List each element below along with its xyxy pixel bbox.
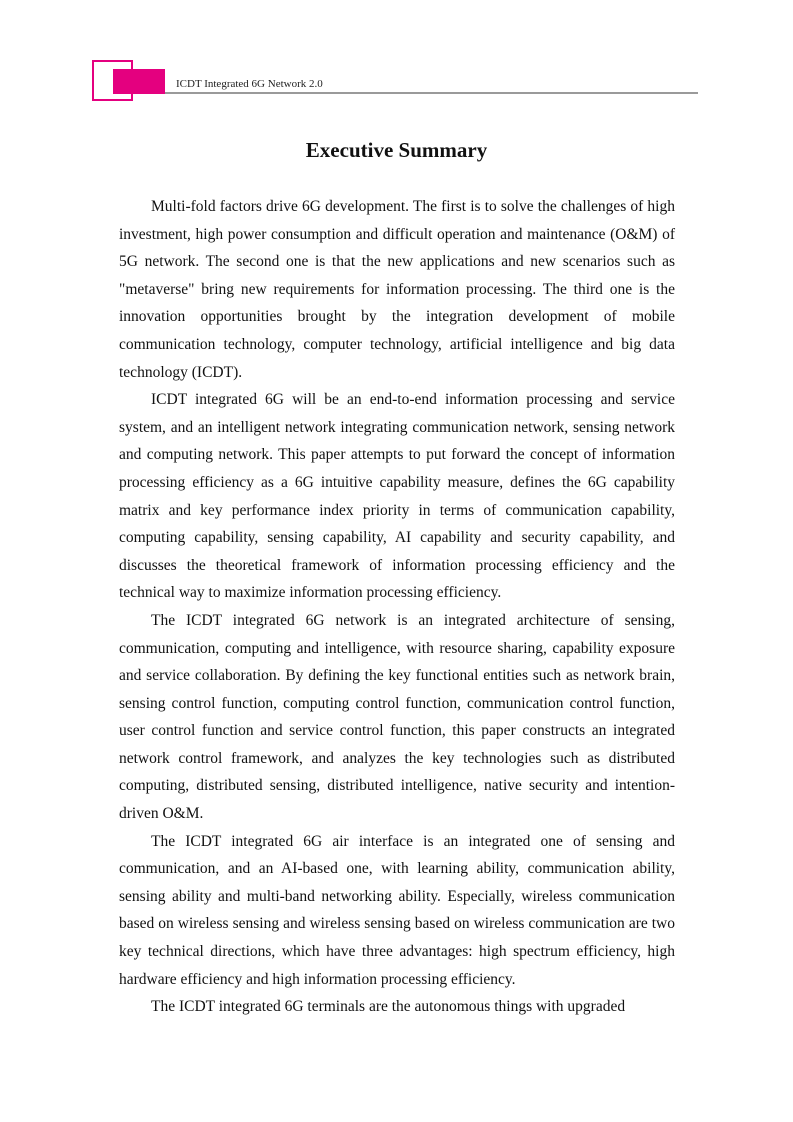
paragraph-drivers: Multi-fold factors drive 6G development. The first is to solve the challenges of high investment, high power consumption and difficult operation and maintenance (O&M) of 5G network. The second one is that the new applications and new scenarios such as "metaverse" bring new requirements for information processing. The third one is the innovation opportunities brought by the integration development of mobile communication technology, computer technology, artificial intelligence and big data technology (ICDT). (119, 198, 675, 381)
paragraph-terminals: The ICDT integrated 6G terminals are the autonomous things with upgraded (151, 998, 626, 1016)
paragraph-icdt-6g-concept: ICDT integrated 6G will be an end-to-end information processing and service system, and an intelligent network integrating communication network, sensing network and computing network. This paper attempts to put forward the concept of information processing efficiency as a 6G intuitive capability measure, defines the 6G capability matrix and key performance index priority in terms of communication capability, computing capability, sensing capability, AI capability and security capability, and discusses the theoretical framework of information processing efficiency and the technical way to maximize information processing efficiency. (119, 391, 675, 602)
document-body (119, 193, 675, 1021)
page-title: Executive Summary (305, 138, 488, 162)
running-header: ICDT Integrated 6G Network 2.0 (176, 78, 323, 90)
paragraph-network: The ICDT integrated 6G network is an integrated architecture of sensing, communication, computing and intelligence, with resource sharing, capability exposure and service collaboration. By defining the key functional entities such as network brain, sensing control function, computing control function, communication control function, user control function and service control function, this paper constructs an integrated network control framework, and analyzes the key technologies such as distributed computing, distributed sensing, distributed intelligence, native security and intention-driven O&M. (119, 611, 675, 823)
paragraph-air-interface: The ICDT integrated 6G air interface is an integrated one of sensing and communication, and an AI-based one, with learning ability, communication ability, sensing ability and multi-band networking ability. Especially, wireless communication based on wireless sensing and wireless sensing based on wireless communication are two key technical directions, which have three advantages: high spectrum efficiency, high hardware efficiency and high information processing efficiency. (119, 832, 675, 988)
header-rule (165, 92, 698, 94)
header-logo-block (113, 69, 165, 94)
